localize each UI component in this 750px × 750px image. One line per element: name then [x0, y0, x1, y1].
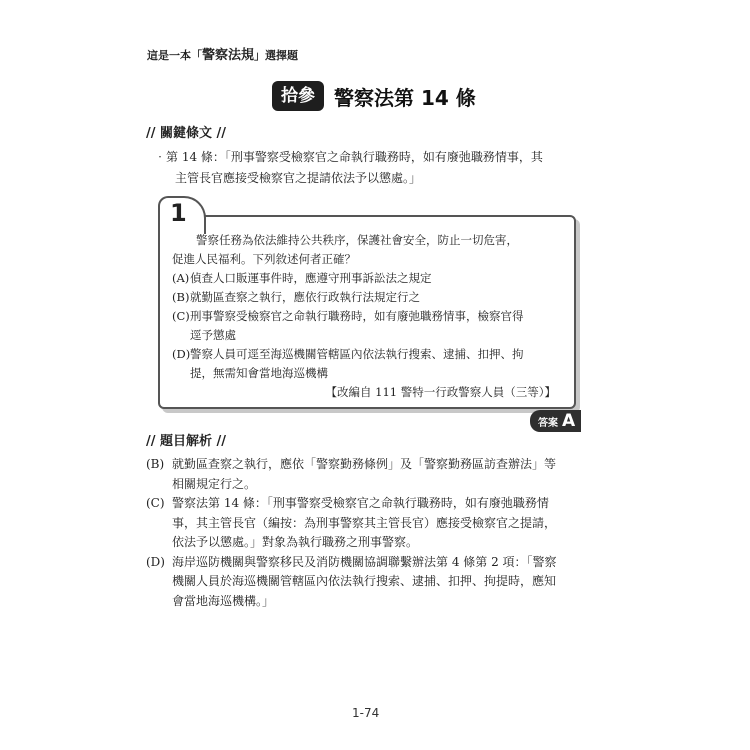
- option-text: 偵查人口販運事件時，應遵守刑事訴訟法之規定: [190, 271, 432, 285]
- answer-badge: [530, 410, 581, 432]
- article-line: 主管長官應接受檢察官之提請依法予以懲處。」: [175, 171, 422, 185]
- header-suffix: 」選擇題: [254, 49, 299, 62]
- option-a: [172, 269, 562, 288]
- analysis-text-continued: 機關人員於海巡機關管轄區內依法執行搜索、逮捕、扣押、拘提時，應知: [172, 574, 557, 588]
- analysis-item-d: [146, 553, 586, 573]
- article-line: ‧第 14 條：「刑事警察受檢察官之命執行職務時，如有廢弛職務情事，其: [154, 150, 543, 164]
- running-header: [147, 44, 298, 63]
- analysis-content: [146, 455, 586, 611]
- section-heading-analysis: // 題目解析 //: [146, 434, 227, 449]
- option-text: 警察人員可逕至海巡機關管轄區內依法執行搜索、逮捕、扣押、拘: [190, 347, 524, 361]
- section-heading-key-articles: // 關鍵條文 //: [146, 126, 227, 141]
- analysis-text-continued: 相關規定行之。: [172, 476, 257, 491]
- question-number: 1: [170, 199, 187, 227]
- option-d: [172, 345, 562, 364]
- option-text: 刑事警察受檢察官之命執行職務時，如有廢弛職務情事，檢察官得: [190, 309, 524, 323]
- page-number: 1-74: [352, 706, 380, 720]
- answer-label: 答案: [538, 417, 558, 429]
- key-article: [154, 147, 594, 189]
- chapter-title: 警察法第 14 條: [334, 85, 476, 110]
- option-label: (A): [172, 271, 190, 285]
- question-stem: 促進人民福利。下列敘述何者正確？: [172, 252, 356, 266]
- option-text-continued: 逕予懲處: [190, 328, 236, 342]
- analysis-text-continued: 依法予以懲處。」對象為執行職務之刑事警察。: [172, 535, 419, 549]
- option-b: [172, 288, 562, 307]
- analysis-text: 就勤區查察之執行，應依「警察勤務條例」及「警察勤務區訪查辦法」等: [172, 457, 557, 471]
- analysis-text-continued: 事，其主管長官（編按：為刑事警察其主管長官）應接受檢察官之提請，: [172, 515, 557, 530]
- analysis-label: (D): [146, 554, 165, 569]
- analysis-label: (C): [146, 496, 165, 510]
- header-prefix: 這是一本「: [147, 49, 202, 62]
- option-label: (B): [172, 290, 190, 304]
- option-text-continued: 提，無需知會當地海巡機構: [190, 366, 328, 380]
- question-stem: 警察任務為依法維持公共秩序，保護社會安全，防止一切危害，: [196, 233, 518, 247]
- analysis-item-c: [146, 494, 586, 514]
- chapter-title-row: [272, 80, 476, 112]
- question-content: [172, 231, 562, 402]
- header-book-title: 警察法規: [202, 48, 255, 63]
- analysis-text: 警察法第 14 條：「刑事警察受檢察官之命執行職務時，如有廢弛職務情: [172, 496, 549, 510]
- question-source: 【改編自 111 警特一行政警察人員（三等）】: [325, 385, 556, 399]
- analysis-label: (B): [146, 457, 165, 471]
- answer-value: A: [562, 411, 576, 431]
- analysis-text: 海岸巡防機關與警察移民及消防機關協調聯繫辦法第 4 條第 2 項：「警察: [172, 554, 557, 569]
- analysis-text-continued: 會當地海巡機構。」: [172, 593, 275, 608]
- analysis-item-b: [146, 455, 586, 475]
- chapter-badge: 拾參: [272, 81, 324, 111]
- option-c: [172, 307, 562, 326]
- option-text: 就勤區查察之執行，應依行政執行法規定行之: [190, 290, 420, 304]
- option-label: (D): [172, 347, 191, 361]
- option-label: (C): [172, 309, 190, 323]
